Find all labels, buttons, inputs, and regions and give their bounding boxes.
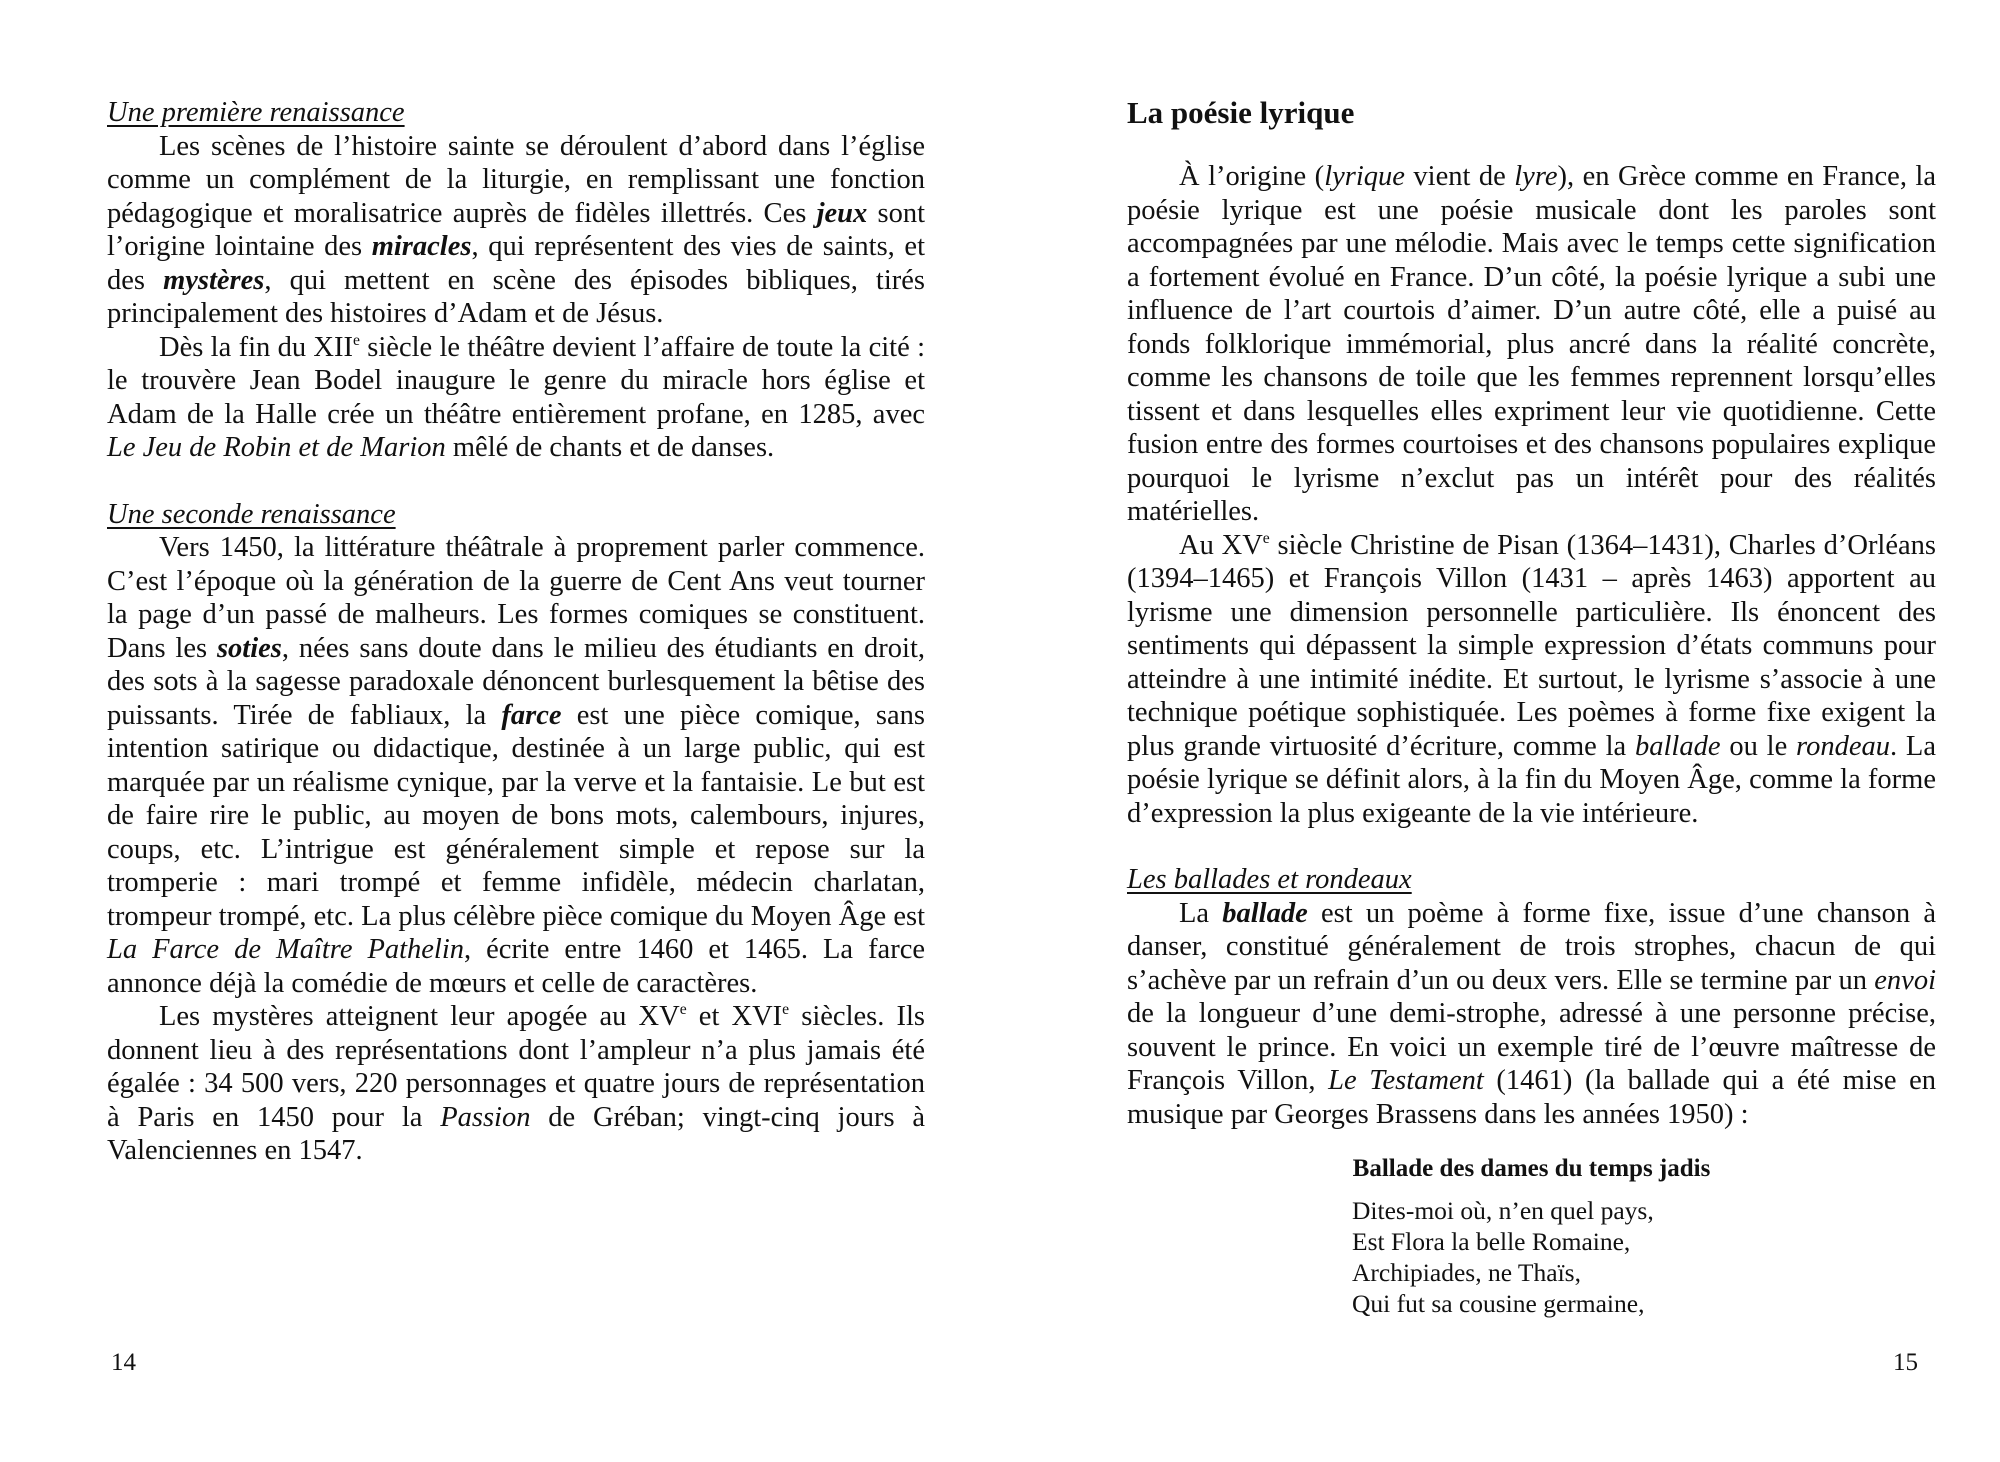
paragraph-fin-xiie-siecle: Dès la fin du XIIe siècle le théâtre devient l’affaire de toute la cité : le trouvère Jean Bodel inaugure le genre du miracle hors église et Adam de la Halle crée un théâtre entièrement profane, en 1285, avec Le Jeu de Robin et de Marion mêlé de chants et de danses. [107,331,925,463]
term-envoi: envoi [1874,964,1936,996]
poem [1352,1195,1936,1319]
term-farce: farce [501,699,562,731]
term-mysteres: mystères [163,264,265,296]
poem-line: Dites-moi où, n’en quel pays, [1352,1196,1654,1225]
term-soties: soties [216,632,282,664]
right-page [1000,0,2000,1462]
paragraph-mysteres-apogee: Les mystères atteignent leur apogée au XVe et XVIe siècles. Ils donnent lieu à des représentations dont l’ampleur n’a plus jamais été égalée : 34 500 vers, 220 personnages et quatre jours de représentation à Paris en 1450 pour la Passion de Gréban; vingt-cinq jours à Valenciennes en 1547. [107,1001,926,1166]
left-text-column [107,96,925,1168]
section-title-ballades-rondeaux: Les ballades et rondeaux [1127,864,1412,895]
section-title-premiere-renaissance: Une première renaissance [107,97,405,128]
work-passion: Passion [440,1101,531,1133]
term-jeux: jeux [816,197,868,229]
paragraph-scenes-histoire-sainte: Les scènes de l’histoire sainte se déroulent d’abord dans l’église comme un complément de la liturgie, en remplissant une fonction pédagogique et moralisatrice auprès de fidèles illettrés. Ces jeux sont l’origine lointaine des miracles, qui représentent des vies de saints, et des mystères, qui mettent en scène des épisodes bibliques, tirés principalement des histoires d’Adam et de Jésus. [107,130,925,329]
paragraph-origine-lyrique: À l’origine (lyrique vient de lyre), en Grèce comme en France, la poésie lyrique est une poésie musicale dont les paroles sont accompagnées par une mélodie. Mais avec le temps cette signification a fortement évolué en France. D’un côté, la poésie lyrique a subi une influence de l’art courtois d’aimer. D’un autre côté, elle a puisé au fonds folklorique immémorial, plus ancré dans la réalité concrète, comme les chansons de toile que les femmes reprennent lorsqu’elles tissent et dans lesquelles elles expriment leur vie quotidienne. Cette fusion entre des formes courtoises et des chansons populaires explique pourquoi le lyrisme n’exclut pas un intérêt pour des réalités matérielles. [1127,161,1936,527]
work-le-testament: Le Testament [1328,1065,1484,1096]
poem-line: Qui fut sa cousine germaine, [1352,1289,1645,1318]
chapter-heading: La poésie lyrique [1127,95,1355,130]
page-number-right: 15 [1893,1349,1918,1376]
work-farce-pathelin: La Farce de Maître Pathelin [107,934,465,965]
poem-line: Est Flora la belle Romaine, [1352,1227,1631,1256]
paragraph-ballade-definition: La ballade est un poème à forme fixe, issue d’une chanson à danser, constitué généralement de trois strophes, chacun de qui s’achève par un refrain d’un ou deux vers. Elle se termine par un envoi de la longueur d’une demi-strophe, adressé à une personne précise, souvent le prince. En voici un exemple tiré de l’œuvre maîtresse de François Villon, Le Testament (1461) (la ballade qui a été mise en musique par Georges Brassens dans les années 1950) : [1127,897,1936,1130]
paragraph-xve-siecle: Au XVe siècle Christine de Pisan (1364–1431), Charles d’Orléans (1394–1465) et François Villon (1431 – après 1463) apportent au lyrisme une dimension personnelle particulière. Ils énoncent des sentiments qui dépassent la simple expression d’états communs pour atteindre à une intimité inédite. Et surtout, le lyrisme s’associe à une technique poétique sophistiquée. Les poèmes à forme fixe exigent la plus grande virtuosité d’écriture, comme la ballade ou le rondeau. La poésie lyrique se définit alors, à la fin du Moyen Âge, comme la forme d’expression la plus exigeante de la vie intérieure. [1127,529,1936,829]
work-jeu-robin-marion: Le Jeu de Robin et de Marion [107,432,446,463]
poem-line: Archipiades, ne Thaïs, [1352,1258,1581,1287]
poem-title: Ballade des dames du temps jadis [1352,1155,1711,1182]
paragraph-vers-1450: Vers 1450, la littérature théâtrale à proprement parler commence. C’est l’époque où la génération de la guerre de Cent Ans veut tourner la page d’un passé de malheurs. Les formes comiques se constituent. Dans les soties, nées sans doute dans le milieu des étudiants en droit, des sots à la sagesse paradoxale dénoncent burlesquement la bêtise des puissants. Tirée de fabliaux, la farce est une pièce comique, sans intention satirique ou didactique, destinée à un large public, qui est marquée par un réalisme cynique, par la verve et la fantaisie. Le but est de faire rire le public, au moyen de bons mots, calembours, injures, coups, etc. L’intrigue est généralement simple et repose sur la tromperie : mari trompé et femme infidèle, médecin charlatan, trompeur trompé, etc. La plus célèbre pièce comique du Moyen Âge est La Farce de Maître Pathelin, écrite entre 1460 et 1465. La farce annonce déjà la comédie de mœurs et celle de caractères. [107,532,925,999]
term-ballade: ballade [1222,897,1308,929]
page-number-left: 14 [111,1349,136,1376]
section-title-seconde-renaissance: Une seconde renaissance [107,498,396,530]
term-miracles: miracles [371,231,472,262]
right-text-column [1127,96,1936,1319]
